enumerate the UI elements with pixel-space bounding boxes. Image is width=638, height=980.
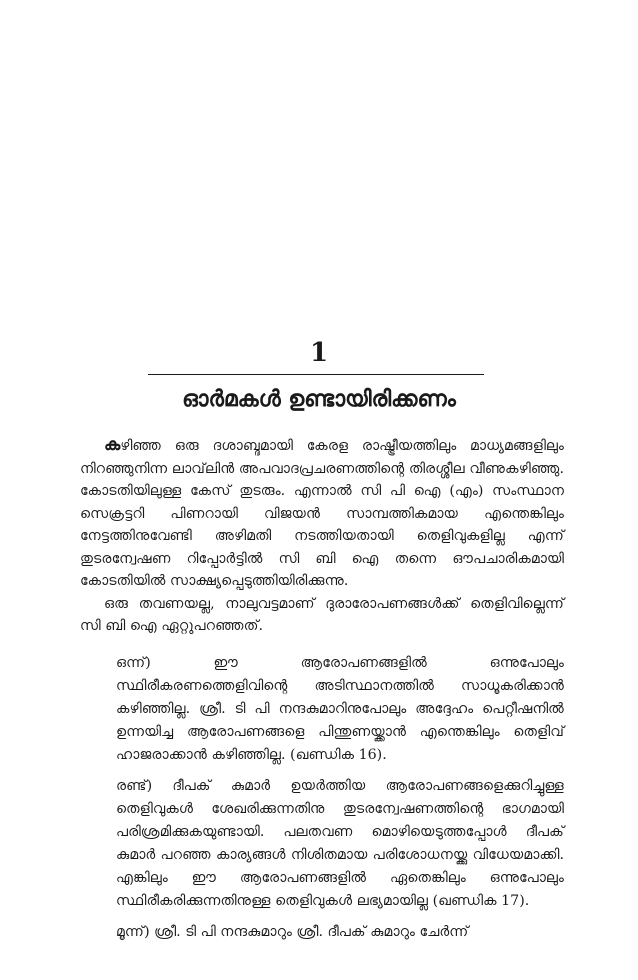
drop-cap: ക [104, 435, 121, 455]
opening-paragraph [80, 434, 564, 593]
quoted-point-3: മൂന്ന്) ശ്രീ. ടി പി നന്ദകുമാറും ശ്രീ. ദീപക് കുമാറും ചേർന്ന് [116, 923, 469, 940]
quoted-point-1: ഒന്ന്) ഈ ആരോപണങ്ങളിൽ ഒന്നുപോലും സ്ഥിരീകരണത്തെളിവിന്റെ അടിസ്ഥാനത്തിൽ സാധൂകരിക്കാൻ കഴിഞ്ഞില്ല. ശ്രീ. ടി പി നന്ദകുമാറിനുപോലും അദ്ദേഹം പെറ്റീഷനിൽ ഉന്നയിച്ച ആരോപണങ്ങളെ പിന്തുണയ്ക്കാൻ എന്തെങ്കിലും തെളിവ് ഹാജരാക്കാൻ കഴിഞ്ഞില്ല. (ഖണ്ഡിക 16). [116, 654, 564, 763]
opening-paragraph-text: ഴിഞ്ഞ ഒരു ദശാബ്ദമായി കേരള രാഷ്ട്രീയത്തിലും മാധ്യമങ്ങളിലും നിറഞ്ഞുനിന്ന ലാവ്‌ലിൻ അപവാദപ്രചരണത്തിന്റെ തിരശ്ശീല വീണുകഴിഞ്ഞു. കോടതിയിലുള്ള കേസ് തുടരും. എന്നാൽ സി പി ഐ (എം) സംസ്ഥാന സെക്രട്ടറി പിണറായി വിജയൻ സാമ്പത്തികമായ എന്തെങ്കിലും നേട്ടത്തിനുവേണ്ടി അഴിമതി നടത്തിയതായി തെളിവുകളില്ല എന്ന് തുടരന്വേഷണ റിപ്പോർട്ടിൽ സി ബി ഐ തന്നെ ഔപചാരികമായി കോടതിയിൽ സാക്ഷ്യപ്പെടുത്തിയിരിക്കുന്നു. [80, 438, 564, 589]
chapter-number: 1 [309, 338, 329, 368]
paragraph: ഒരു തവണയല്ല, നാലുവട്ടമാണ് ദുരാരോപണങ്ങൾക്ക് തെളിവില്ലെന്ന് സി ബി ഐ ഏറ്റുപറഞ്ഞത്. [80, 595, 564, 634]
chapter-body [80, 434, 564, 944]
chapter-divider [148, 374, 484, 375]
quoted-point-2: രണ്ട്) ദീപക് കുമാർ ഉയർത്തിയ ആരോപണങ്ങളെക്കുറിച്ചുള്ള തെളിവുകൾ ശേഖരിക്കുന്നതിനു തുടരന്വേഷണത്തിന്റെ ഭാഗമായി പരിശ്രമിക്കുകയുണ്ടായി. പലതവണ മൊഴിയെടുത്തപ്പോൾ ദീപക് കുമാർ പറഞ്ഞ കാര്യങ്ങൾ നിശിതമായ പരിശോധനയ്ക്കു വിധേയമാക്കി. എങ്കിലും ഈ ആരോപണങ്ങളിൽ ഏതെങ്കിലും ഒന്നുപോലും സ്ഥിരീകരിക്കുന്നതിനുള്ള തെളിവുകൾ ലഭ്യമായില്ല (ഖണ്ഡിക 17). [116, 777, 564, 909]
chapter-title: ഓർമകൾ ഉണ്ടായിരിക്കണം [182, 386, 456, 412]
